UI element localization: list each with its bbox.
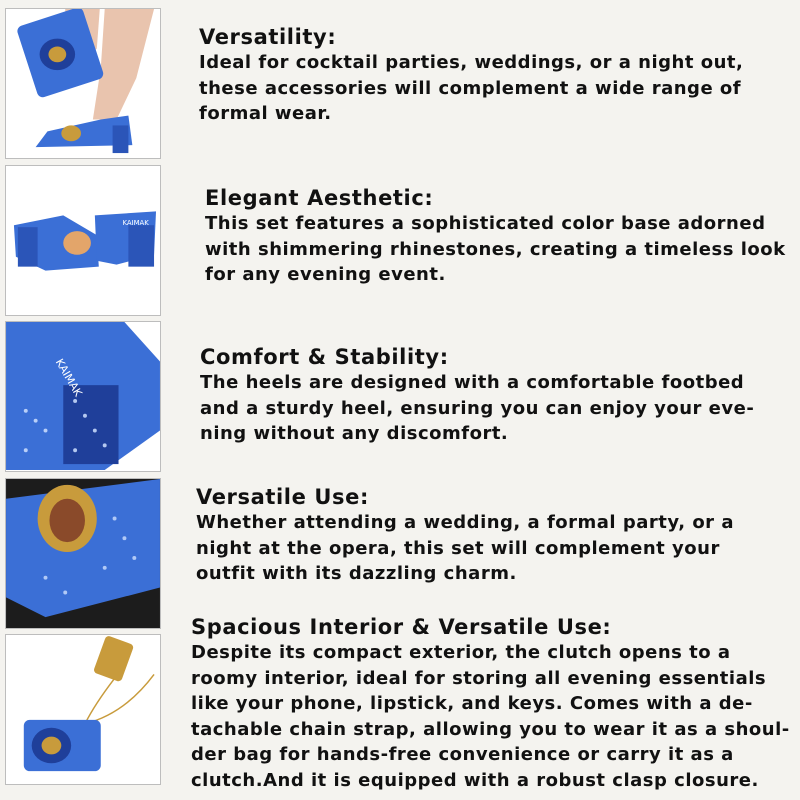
description-line: with shimmering rhinestones, creating a timeless look bbox=[205, 238, 786, 260]
description-line: formal wear. bbox=[199, 103, 332, 124]
description-line: these accessories will complement a wide range of bbox=[199, 77, 742, 99]
feature-title: Elegant Aesthetic: bbox=[205, 186, 434, 210]
description-line: Whether attending a wedding, a formal party, or a bbox=[196, 512, 734, 533]
description-line: like your phone, lipstick, and keys. Comes with a de- bbox=[191, 693, 753, 714]
clutch-illustration bbox=[6, 635, 160, 784]
description-line: night at the opera, this set will complement your bbox=[196, 537, 720, 559]
heel-closeup-illustration bbox=[6, 322, 160, 471]
feature-title: Versatile Use: bbox=[196, 485, 369, 509]
description-line: and a sturdy heel, ensuring you can enjoy your eve- bbox=[200, 397, 755, 419]
feature-comfort-stability bbox=[200, 344, 754, 447]
description-line: der bag for hands-free convenience or carry it as a bbox=[191, 744, 734, 765]
product-photo-clutch-with-chain bbox=[5, 634, 161, 785]
feature-spacious-interior bbox=[191, 614, 790, 793]
description-line: ning without any discomfort. bbox=[200, 423, 509, 444]
description-line: for any evening event. bbox=[205, 264, 446, 285]
sandal-worn-illustration bbox=[6, 9, 160, 158]
product-photo-pair-of-sandals bbox=[5, 165, 161, 316]
brand-mark-text: KAIMAK bbox=[52, 356, 85, 399]
feature-description bbox=[205, 211, 786, 288]
product-photo-heel-closeup bbox=[5, 321, 161, 472]
product-photo-buckle-closeup bbox=[5, 478, 161, 629]
description-line: tachable chain strap, allowing you to wear it as a shoul- bbox=[191, 718, 790, 740]
description-line: The heels are designed with a comfortable footbed bbox=[200, 372, 745, 393]
feature-description bbox=[199, 50, 743, 127]
description-line: This set features a sophisticated color base adorned bbox=[205, 213, 766, 234]
feature-description bbox=[196, 510, 734, 587]
feature-description bbox=[200, 370, 754, 447]
brand-mark-text: KAIMAK bbox=[122, 219, 149, 228]
buckle-closeup-illustration bbox=[6, 479, 160, 628]
description-line: outfit with its dazzling charm. bbox=[196, 563, 517, 584]
description-line: Ideal for cocktail parties, weddings, or a night out, bbox=[199, 52, 744, 73]
feature-title: Versatility: bbox=[199, 25, 337, 49]
description-line: roomy interior, ideal for storing all evening essentials bbox=[191, 667, 767, 689]
feature-elegant-aesthetic bbox=[205, 185, 786, 288]
description-line: clutch.And it is equipped with a robust clasp closure. bbox=[191, 769, 759, 791]
feature-title: Comfort & Stability: bbox=[200, 345, 449, 369]
description-line: Despite its compact exterior, the clutch opens to a bbox=[191, 642, 731, 663]
feature-versatile-use bbox=[196, 484, 734, 587]
feature-description bbox=[191, 640, 790, 793]
feature-title: Spacious Interior & Versatile Use: bbox=[191, 615, 612, 639]
sandal-pair-illustration bbox=[6, 166, 160, 315]
feature-versatility bbox=[199, 24, 743, 127]
product-photo-sandal-worn-with-clutch bbox=[5, 8, 161, 159]
